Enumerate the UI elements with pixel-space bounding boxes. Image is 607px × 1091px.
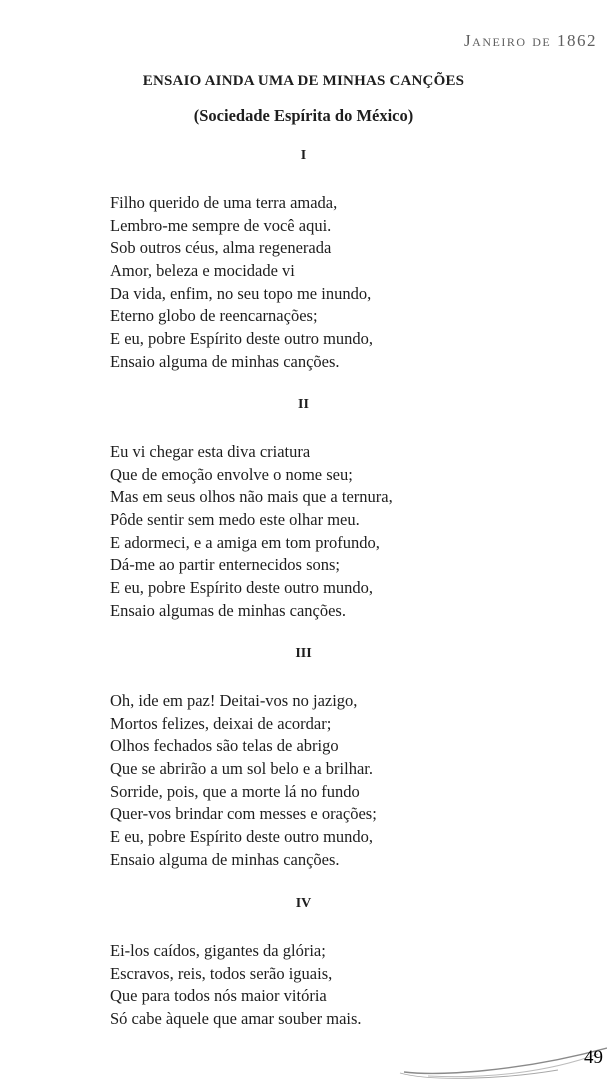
poem-line: Que para todos nós maior vitória xyxy=(110,986,327,1006)
poem-line: Só cabe àquele que amar souber mais. xyxy=(110,1008,362,1028)
poem-line: Ensaio alguma de minhas canções. xyxy=(110,849,340,869)
poem-line: E eu, pobre Espírito deste outro mundo, xyxy=(110,577,374,597)
poem-line: Filho querido de uma terra amada, xyxy=(110,193,338,212)
poem-line: Ensaio alguma de minhas canções. xyxy=(110,351,340,371)
poem-line: E adormeci, e a amiga em tom profundo, xyxy=(110,532,380,552)
poem-line: Ei-los caídos, gigantes da glória; xyxy=(110,941,326,960)
running-head: Janeiro de 1862 xyxy=(464,31,597,50)
page-footer xyxy=(398,1036,607,1091)
poem-line: Pôde sentir sem medo este olhar meu. xyxy=(110,509,360,529)
poem-line: E eu, pobre Espírito deste outro mundo, xyxy=(110,826,374,846)
poem-line: Eu vi chegar esta diva criatura xyxy=(110,442,311,461)
poem-line: Oh, ide em paz! Deitai-vos no jazigo, xyxy=(110,691,358,710)
swoosh-ornament-icon xyxy=(398,1036,607,1091)
poem-line: Mortos felizes, deixai de acordar; xyxy=(110,713,332,733)
stanza-numeral: II xyxy=(298,397,309,412)
poem-line: Sorride, pois, que a morte lá no fundo xyxy=(110,781,360,801)
stanza-numeral: IV xyxy=(295,896,312,911)
poem-line: Que se abrirão a um sol belo e a brilhar. xyxy=(110,758,373,778)
poem-line: Amor, beleza e mocidade vi xyxy=(110,260,295,280)
poem-line: Quer-vos brindar com messes e orações; xyxy=(110,804,377,824)
poem-line: E eu, pobre Espírito deste outro mundo, xyxy=(110,328,374,348)
poem-line: Ensaio algumas de minhas canções. xyxy=(110,600,346,620)
poem-title: ENSAIO AINDA UMA DE MINHAS CANÇÕES xyxy=(142,73,465,89)
poem-line: Que de emoção envolve o nome seu; xyxy=(110,464,353,484)
stanza-numeral: III xyxy=(295,646,312,661)
poem-line: Dá-me ao partir enternecidos sons; xyxy=(110,555,341,575)
poem-line: Eterno globo de reencarnações; xyxy=(110,306,318,326)
poem-line: Sob outros céus, alma regenerada xyxy=(110,238,332,258)
poem-line: Lembro-me sempre de você aqui. xyxy=(110,215,332,235)
poem-line: Da vida, enfim, no seu topo me inundo, xyxy=(110,283,372,303)
stanza-numeral: I xyxy=(300,148,307,163)
poem-line: Escravos, reis, todos serão iguais, xyxy=(110,963,333,983)
poem-line: Olhos fechados são telas de abrigo xyxy=(110,736,339,756)
poem-line: Mas em seus olhos não mais que a ternura, xyxy=(110,487,393,507)
page-number: 49 xyxy=(584,1047,603,1068)
poem-subtitle: (Sociedade Espírita do México) xyxy=(193,106,414,125)
